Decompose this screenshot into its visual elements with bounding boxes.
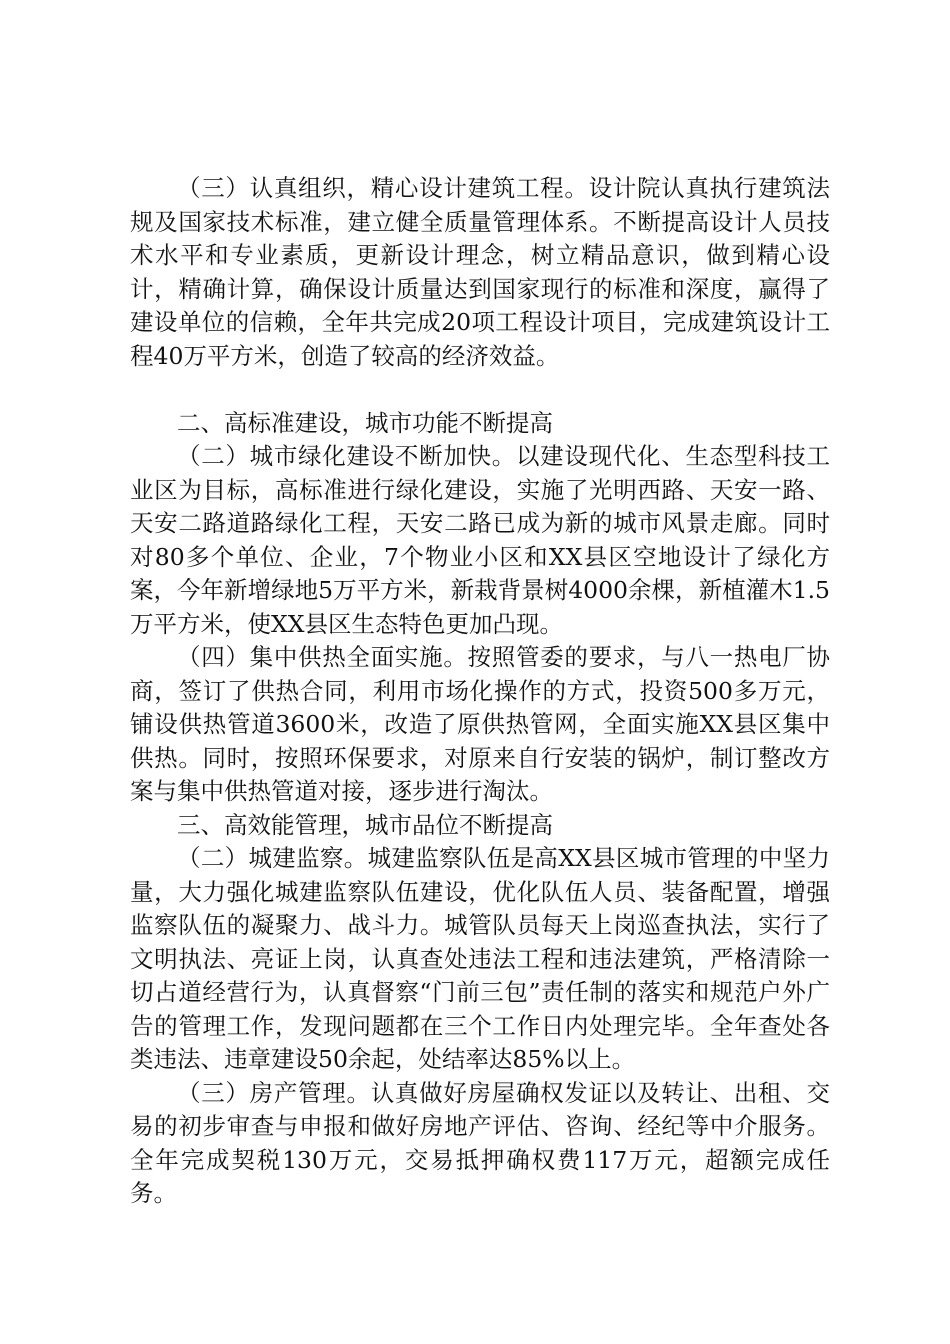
paragraph-central-heating: （四）集中供热全面实施。按照管委的要求，与八一热电厂协商，签订了供热合同，利用市场化操作的方式，投资500多万元，铺设供热管道3600米，改造了原供热管网，全面实施XX县区集中供热。同时，按照环保要求，对原来自行安装的锅炉，制订整改方案与集中供热管道对接，逐步进行淘汰。 — [130, 643, 830, 805]
paragraph-greening: （二）城市绿化建设不断加快。以建设现代化、生态型科技工业区为目标，高标准进行绿化建设，实施了光明西路、天安一路、天安二路道路绿化工程，天安二路已成为新的城市风景走廊。同时对80多个单位、企业，7个物业小区和XX县区空地设计了绿化方案，今年新增绿地5万平方米，新栽背景树4000余棵，新植灌木1.5万平方米，使XX县区生态特色更加凸现。 — [130, 442, 830, 638]
paragraph-urban-supervision: （二）城建监察。城建监察队伍是高XX县区城市管理的中坚力量，大力强化城建监察队伍建设，优化队伍人员、装备配置，增强监察队伍的凝聚力、战斗力。城管队员每天上岗巡查执法，实行了文明执法、亮证上岗，认真查处违法工程和违法建筑，严格清除一切占道经营行为，认真督察“门前三包”责任制的落实和规范户外广告的管理工作，发现问题都在三个工作日内处理完毕。全年查处各类违法、违章建设50余起，处结率达85%以上。 — [130, 844, 830, 1073]
paragraph-design-engineering: （三）认真组织，精心设计建筑工程。设计院认真执行建筑法规及国家技术标准，建立健全质量管理体系。不断提高设计人员技术水平和专业素质，更新设计理念，树立精品意识，做到精心设计，精确计算，确保设计质量达到国家现行的标准和深度，赢得了建设单位的信赖，全年共完成20项工程设计项目，完成建筑设计工程40万平方米，创造了较高的经济效益。 — [130, 174, 830, 370]
document-page — [130, 172, 830, 1211]
paragraph-property-management: （三）房产管理。认真做好房屋确权发证以及转让、出租、交易的初步审查与申报和做好房地产评估、咨询、经纪等中介服务。全年完成契税130万元，交易抵押确权费117万元，超额完成任务。 — [130, 1078, 830, 1207]
section-heading-management: 三、高效能管理，城市品位不断提高 — [177, 810, 553, 839]
section-heading-construction: 二、高标准建设，城市功能不断提高 — [177, 408, 553, 437]
paragraph-gap — [130, 373, 830, 407]
